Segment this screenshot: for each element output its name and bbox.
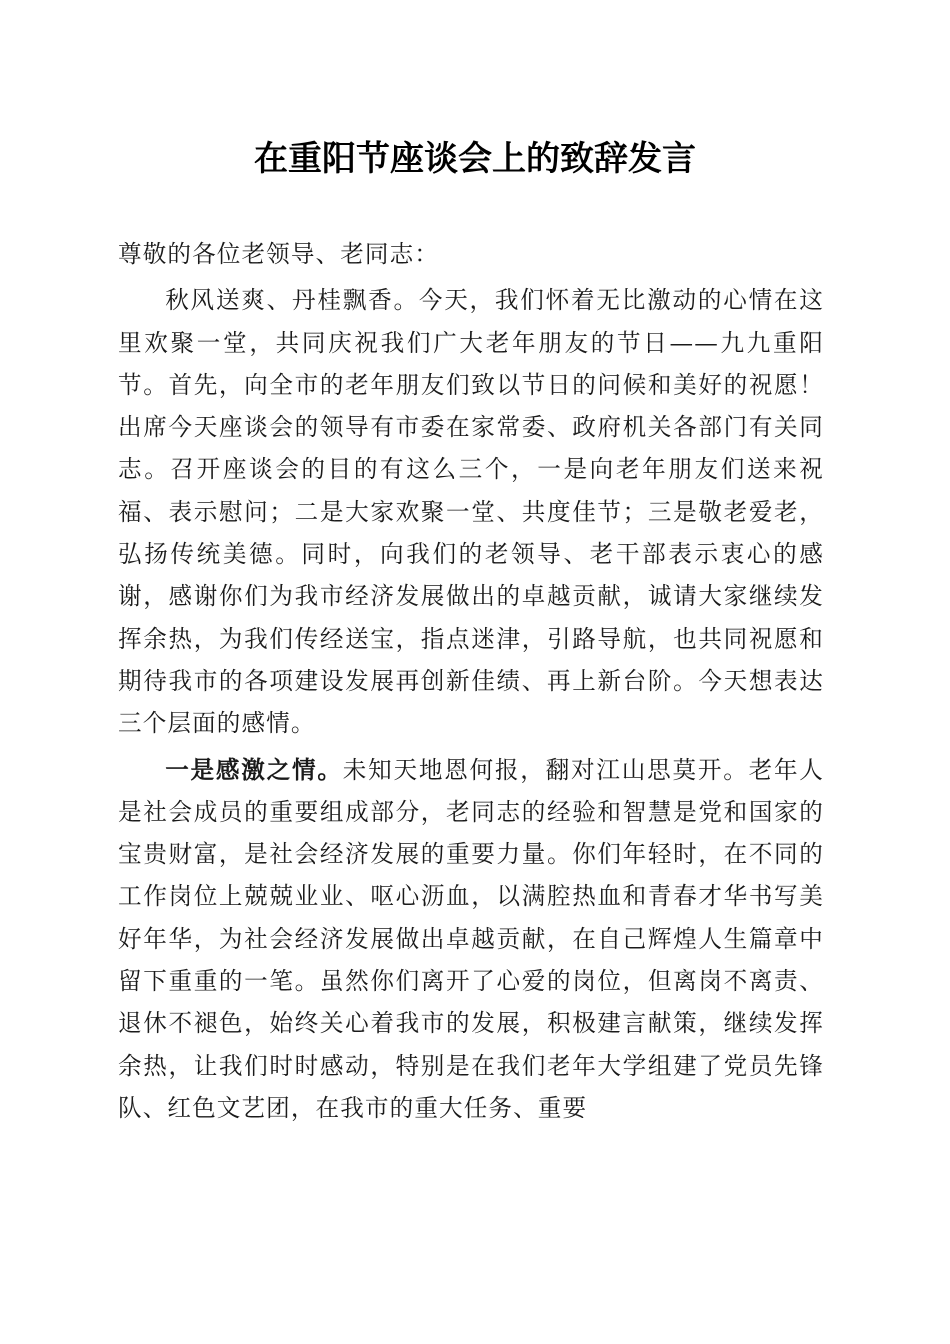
paragraph-2-body: 未知天地恩何报，翻对江山思莫开。老年人是社会成员的重要组成部分，老同志的经验和智慧是党和国家的宝贵财富，是社会经济发展的重要力量。你们年轻时，在不同的工作岗位上兢兢业业、呕心沥血，以满腔热血和青春才华书写美好年华，为社会经济发展做出卓越贡献，在自己辉煌人生篇章中留下重重的一笔。虽然你们离开了心爱的岗位，但离岗不离责、退休不褪色，始终关心着我市的发展，积极建言献策，继续发挥余热，让我们时时感动，特别是在我们老年大学组建了党员先锋队、红色文艺团，在我市的重大任务、重要 <box>118 755 825 1122</box>
paragraph-2-lead: 一是感激之情。 <box>165 755 343 784</box>
paragraph-1: 秋风送爽、丹桂飘香。今天，我们怀着无比激动的心情在这里欢聚一堂，共同庆祝我们广大老年朋友的节日——九九重阳节。首先，向全市的老年朋友们致以节日的问候和美好的祝愿！出席今天座谈会的领导有市委在家常委、政府机关各部门有关同志。召开座谈会的目的有这么三个，一是向老年朋友们送来祝福、表示慰问；二是大家欢聚一堂、共度佳节；三是敬老爱老，弘扬传统美德。同时，向我们的老领导、老干部表示衷心的感谢，感谢你们为我市经济发展做出的卓越贡献，诚请大家继续发挥余热，为我们传经送宝，指点迷津，引路导航，也共同祝愿和期待我市的各项建设发展再创新佳绩、再上新台阶。今天想表达三个层面的感情。 <box>118 286 824 738</box>
salutation: 尊敬的各位老领导、老同志： <box>118 240 440 268</box>
document-title: 在重阳节座谈会上的致辞发言 <box>254 139 696 179</box>
document-body <box>118 233 824 1129</box>
paragraph-2 <box>118 749 824 1130</box>
